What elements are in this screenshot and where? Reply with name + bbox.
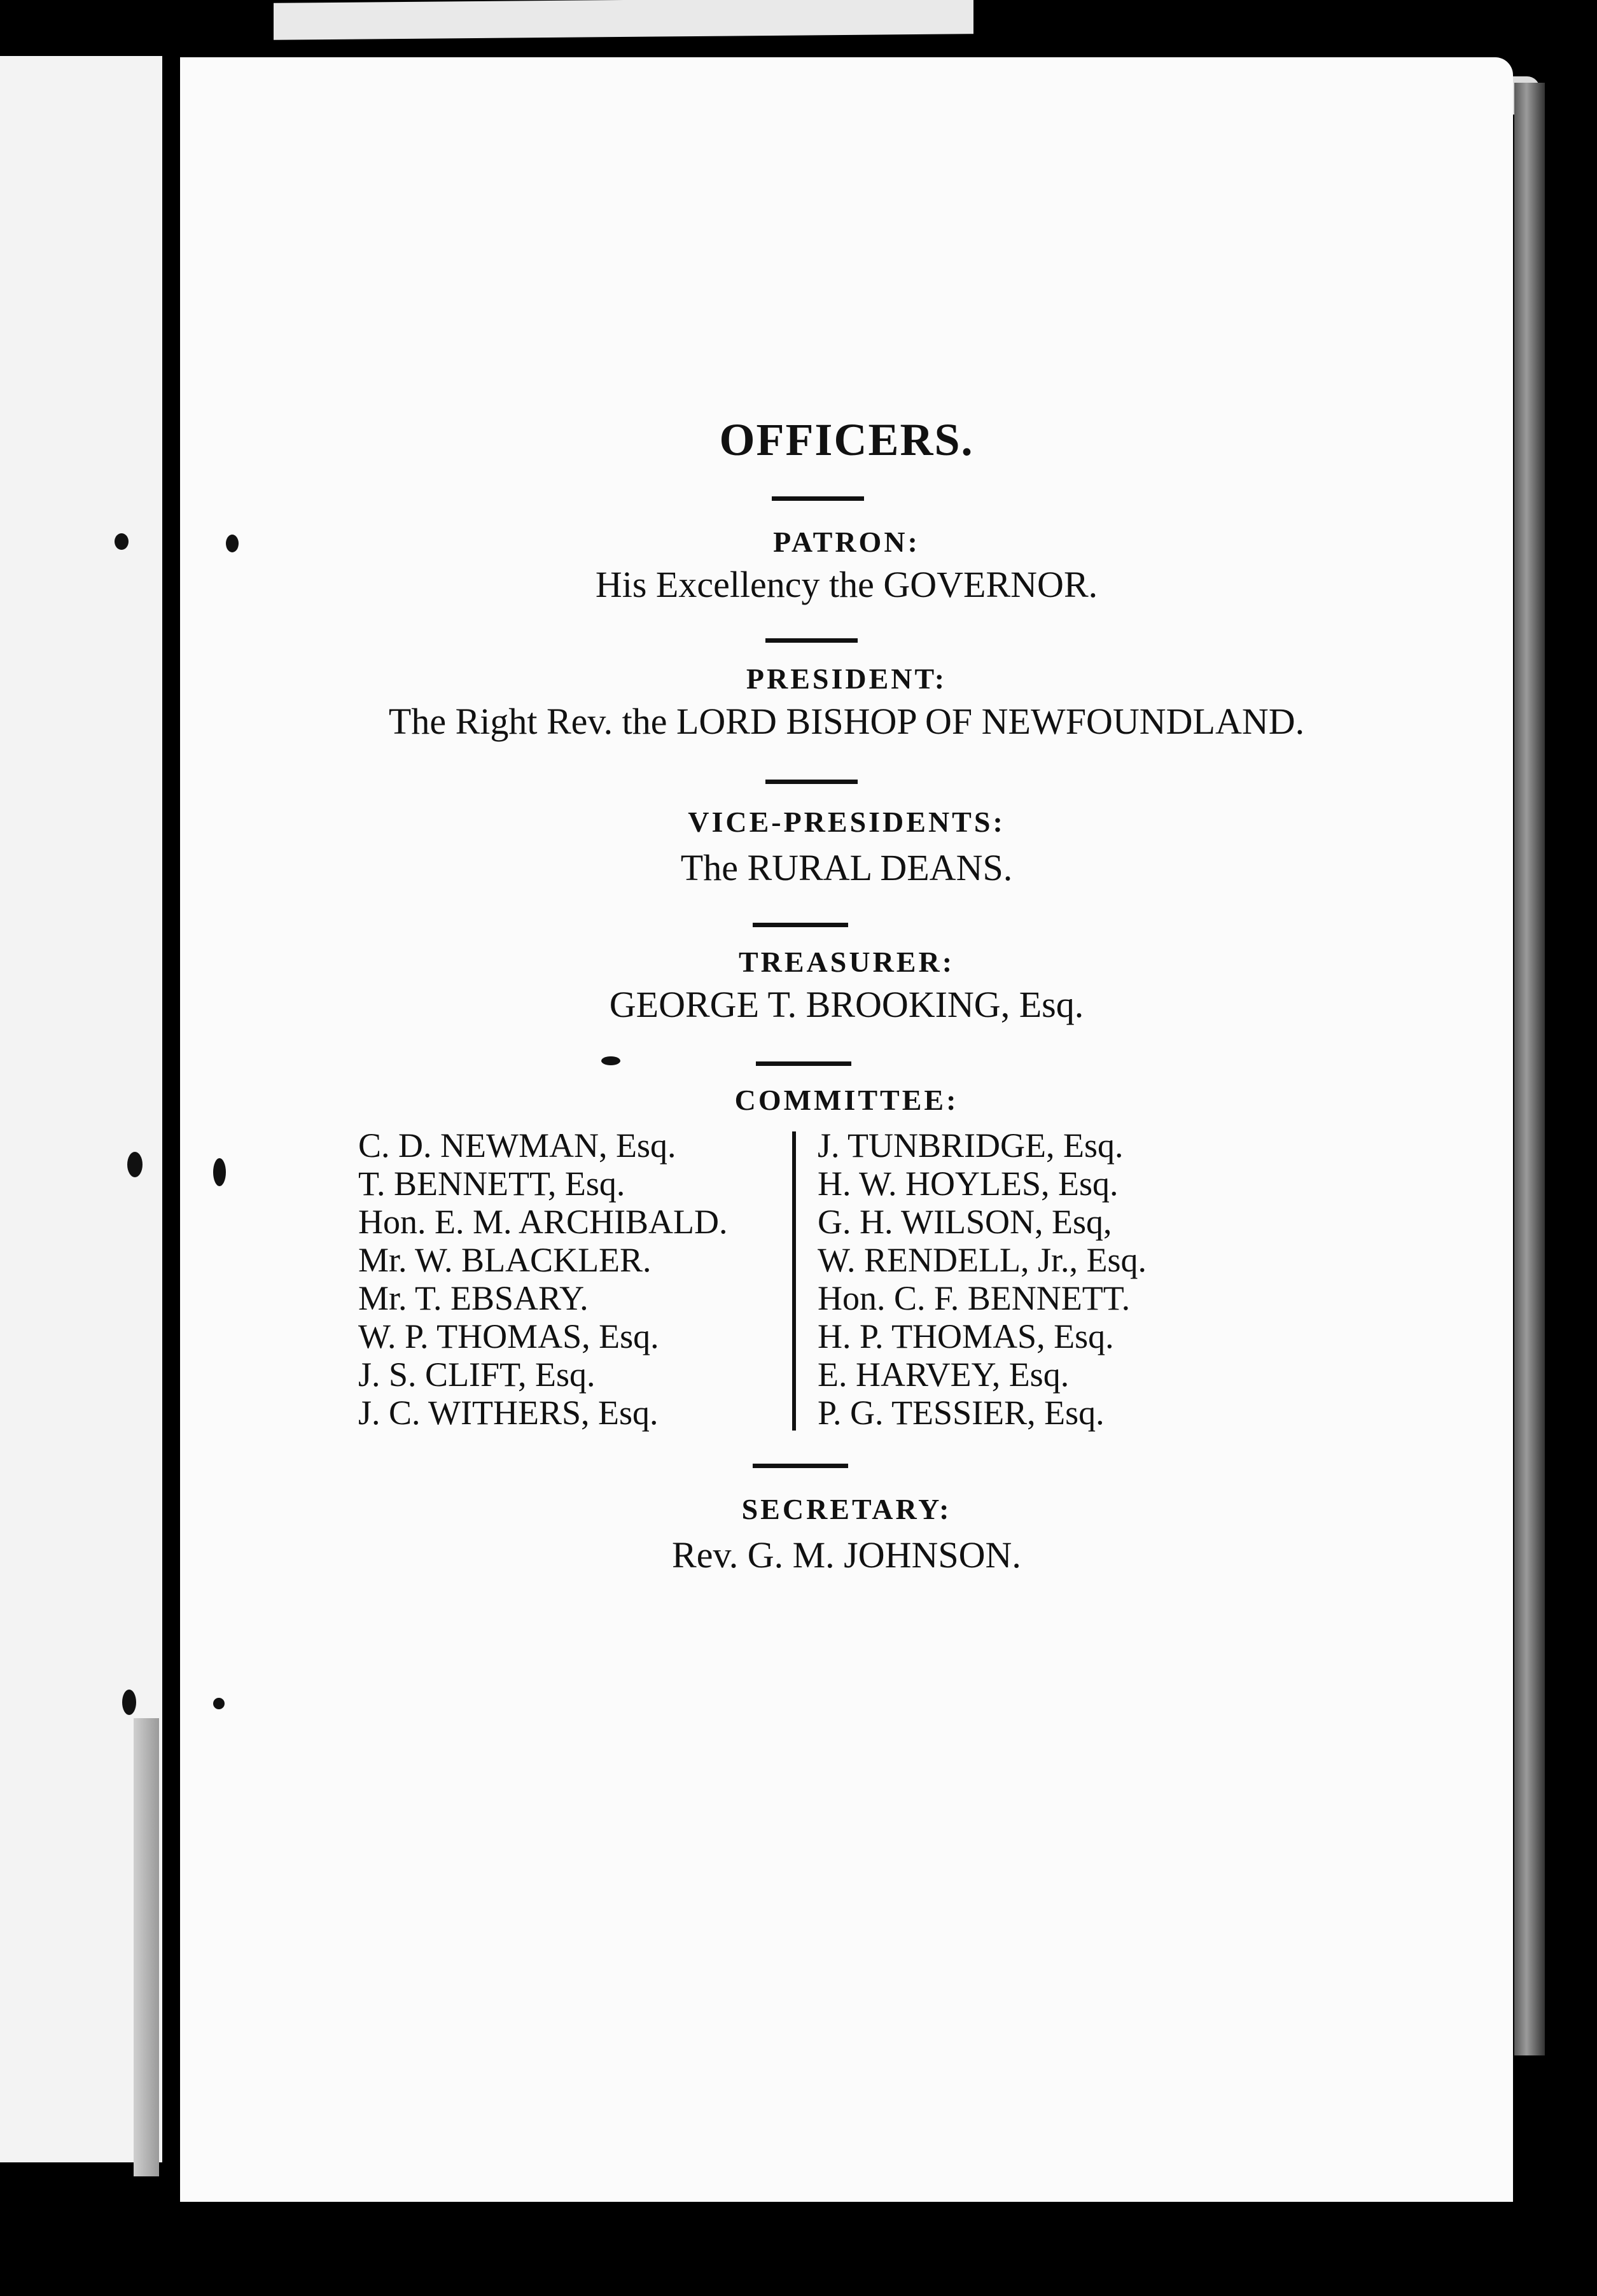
patron-value: His Excellency the GOVERNOR. bbox=[595, 564, 1098, 605]
speck bbox=[115, 533, 129, 550]
secretary-value: Rev. G. M. JOHNSON. bbox=[672, 1534, 1021, 1576]
committee-member: H. P. THOMAS, Esq. bbox=[818, 1317, 1114, 1355]
patron-label: PATRON: bbox=[773, 526, 920, 558]
page-title: OFFICERS. bbox=[719, 414, 974, 465]
speck bbox=[213, 1698, 225, 1709]
committee-member: Mr. T. EBSARY. bbox=[358, 1279, 589, 1317]
committee-member: E. HARVEY, Esq. bbox=[818, 1355, 1070, 1394]
committee-member: Mr. W. BLACKLER. bbox=[358, 1241, 652, 1279]
president-label: PRESIDENT: bbox=[746, 662, 947, 695]
page-edge-shadow bbox=[1514, 83, 1545, 2055]
committee-member: W. RENDELL, Jr., Esq. bbox=[818, 1241, 1147, 1279]
committee-member: Hon. C. F. BENNETT. bbox=[818, 1279, 1131, 1317]
speck bbox=[122, 1690, 136, 1715]
committee-right-column bbox=[818, 1126, 1147, 1432]
committee-label: COMMITTEE: bbox=[734, 1084, 959, 1116]
committee-member: J. C. WITHERS, Esq. bbox=[358, 1394, 659, 1432]
vice-presidents-label: VICE-PRESIDENTS: bbox=[688, 806, 1005, 838]
committee-member: C. D. NEWMAN, Esq. bbox=[358, 1126, 676, 1165]
treasurer-value: GEORGE T. BROOKING, Esq. bbox=[609, 984, 1084, 1025]
divider-rule bbox=[765, 638, 858, 643]
divider-rule bbox=[772, 496, 864, 501]
column-divider bbox=[792, 1131, 796, 1431]
committee-member: J. TUNBRIDGE, Esq. bbox=[818, 1126, 1124, 1165]
vice-presidents-value: The RURAL DEANS. bbox=[680, 847, 1013, 888]
divider-rule bbox=[753, 923, 848, 927]
committee-left-column bbox=[358, 1126, 728, 1432]
committee-member: W. P. THOMAS, Esq. bbox=[358, 1317, 659, 1355]
secretary-label: SECRETARY: bbox=[741, 1493, 952, 1525]
committee-member: J. S. CLIFT, Esq. bbox=[358, 1355, 596, 1394]
facing-page-edge bbox=[134, 1718, 159, 2176]
treasurer-label: TREASURER: bbox=[738, 946, 955, 978]
speck bbox=[127, 1152, 143, 1177]
speck bbox=[601, 1056, 620, 1065]
divider-rule bbox=[753, 1464, 848, 1468]
committee-member: G. H. WILSON, Esq, bbox=[818, 1203, 1112, 1241]
committee-member: Hon. E. M. ARCHIBALD. bbox=[358, 1203, 728, 1241]
speck bbox=[213, 1158, 226, 1186]
president-value: The Right Rev. the LORD BISHOP OF NEWFOUNDLAND. bbox=[388, 701, 1305, 742]
committee-member: T. BENNETT, Esq. bbox=[358, 1165, 625, 1203]
committee-member: P. G. TESSIER, Esq. bbox=[818, 1394, 1105, 1432]
committee-member: H. W. HOYLES, Esq. bbox=[818, 1165, 1119, 1203]
top-paper-strip bbox=[274, 0, 973, 40]
divider-rule bbox=[765, 780, 858, 784]
divider-rule bbox=[756, 1061, 851, 1066]
